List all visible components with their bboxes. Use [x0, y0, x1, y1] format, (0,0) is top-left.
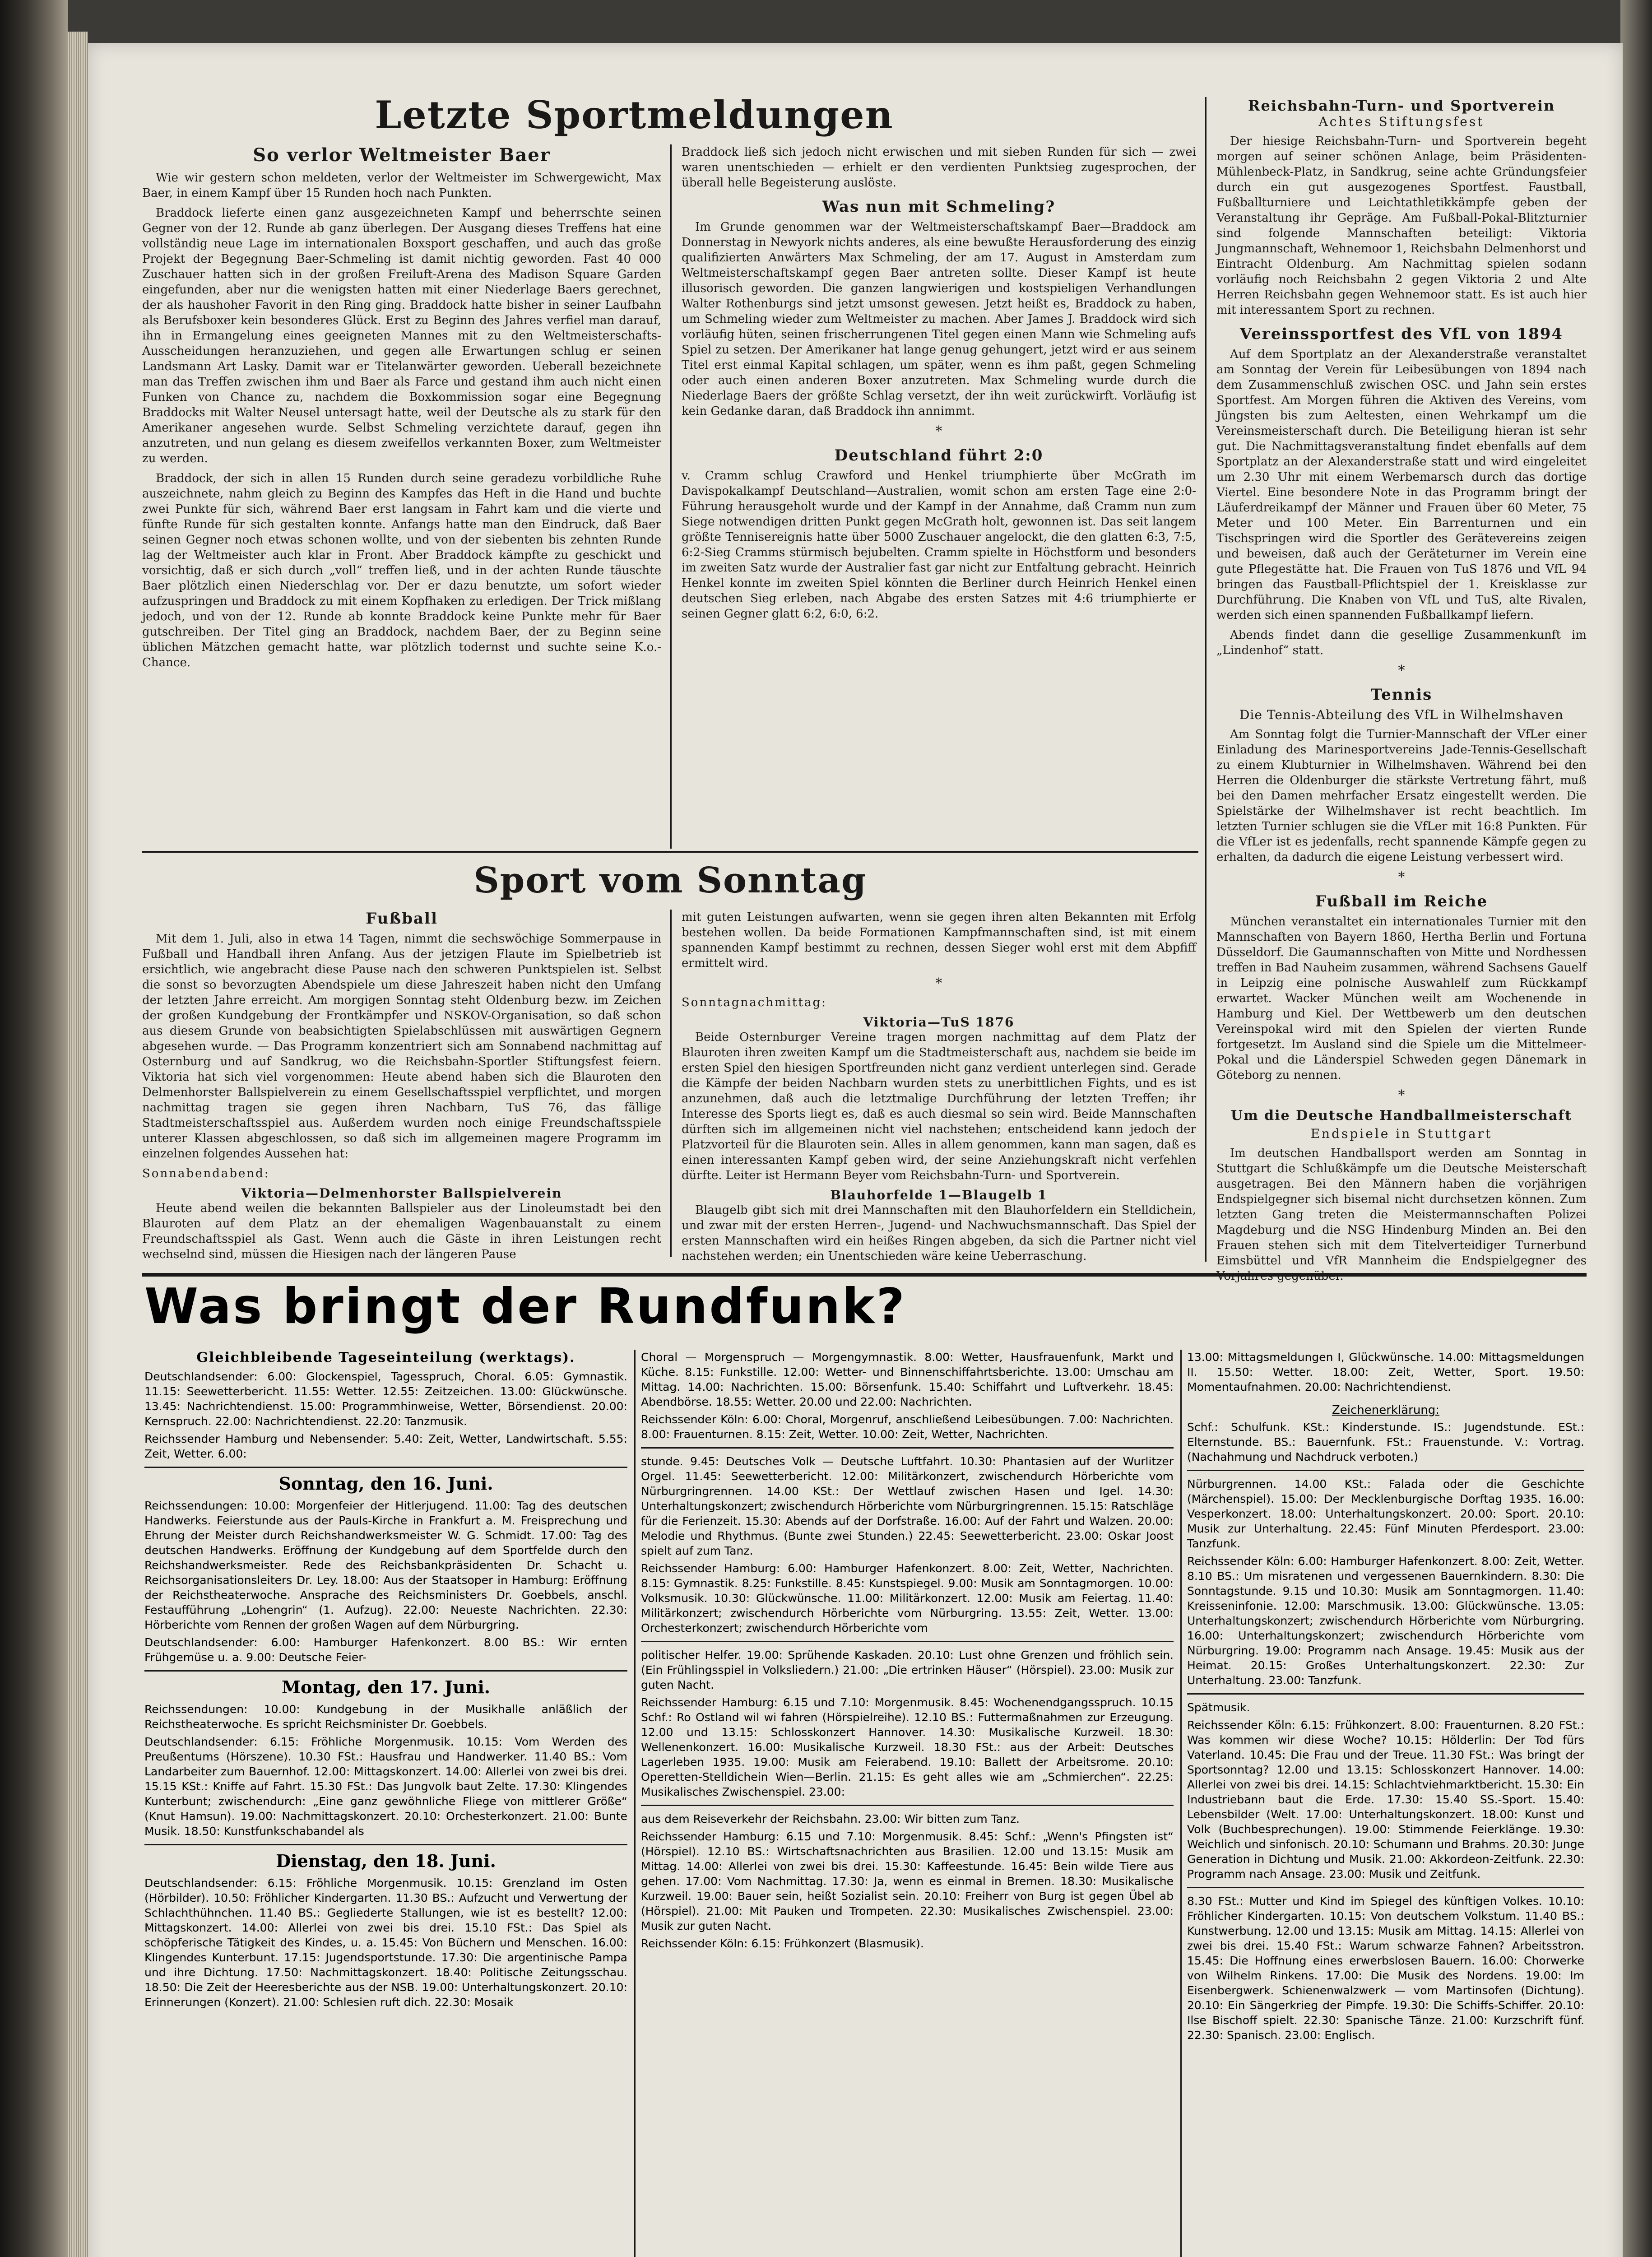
day-heading-tuesday: Dienstag, den 18. Juni.: [276, 1851, 496, 1871]
day-divider: [1187, 1470, 1584, 1471]
paragraph: Mit dem 1. Juli, also in etwa 14 Tagen, nimmt die sechswöchige Sommerpause in Fußball und Handball ihren Anfang. Aus der jetzigen Flaute im Spielbetrieb ist ersichtlich, wie angebracht diese Pause nach den schweren Punktspielen ist. Selbst die sonst so bevorzugten Abendspiele um diese Jahreszeit haben nicht den Umfang der letzten Jahre erreicht. Am morgigen Sonntag steht Oldenburg bezw. im Zeichen der großen Kundgebung der Frontkämpfer und NSKOV-Organisation, so daß schon aus diesem Grunde von beabsichtigten Spielabschlüssen mit auswärtigen Gegnern abgesehen wurde. — Das Programm konzentriert sich am Sonnabend nachmittag auf Osternburg und auf Sandkrug, wo die Reichsbahn-Sportler Stiftungsfest feiern. Viktoria hat sich viel vorgenommen: Heute abend haben sich die Blauroten den Delmenhorster Ballspielverein zu einem Gesellschaftsspiel verpflichtet, und morgen nachmittag tragen sie gegen ihren Nachbarn, TuS 76, das fällige Stadtmeisterschaftsspiel aus. Außerdem wurden noch einige Freundschaftsspiele unterer Klassen abgeschlossen, so daß sich im allgemeinen magere Programm im einzelnen folgendes Aussehen hat:: [142, 932, 661, 1161]
day-heading-monday: Montag, den 17. Juni.: [281, 1677, 491, 1697]
paragraph: Auf dem Sportplatz an der Alexanderstraße veranstaltet am Sonntag der Verein für Leibesübungen von 1894 nach dem Zusammenschluß zwischen OSC. und Jahn sein erstes Sportfest. Am Morgen führen die Aktiven des Vereins, vom Jüngsten bis zum Aeltesten, einen Wehrkampf um die Vereinsmeisterschaft durch. Die Beteiligung hieran ist sehr gut. Die Nachmittagsveranstaltung findet ebenfalls auf dem Sportplatz an der Alexanderstraße statt und wird eingeleitet um 2.30 Uhr mit einem Werbemarsch durch das dortige Viertel. Eine besondere Note in das Programm bringt der Läuferdreikampf der Männer und Frauen über 60 Meter, 75 Meter und 100 Meter. Ein Barrenturnen und ein Tischspringen wird die Sportler des Gerätevereins zeigen und beweisen, daß auch der Geräteturner im Verein eine gute Pflegestätte hat. Die Frauen von TuS 1876 und VfL 94 bringen das Faustball-Pflichtspiel der 1. Kreisklasse zur Durchführung. Die Knaben von VfL und TuS, alte Rivalen, werden sich einen spannenden Fußballkampf liefern.: [1216, 348, 1587, 622]
radio-paragraph: Deutschlandsender: 6.00: Glockenspiel, Tagesspruch, Choral. 6.05: Gymnastik. 11.15: Seewetterbericht. 11.55: Wetter. 12.55: Zeitzeichen. 13.00: Glückwünsche. 13.45: Nachrichtendienst. 15.00: Programmhinweise, Wetter, Börsendienst. 20.00: Kernspruch. 22.00: Nachrichtendienst. 22.20: Tanzmusik.: [144, 1370, 627, 1428]
headline-davis-cup: Deutschland führt 2:0: [834, 446, 1044, 464]
radio-paragraph: Deutschlandsender: 6.15: Fröhliche Morgenmusik. 10.15: Vom Werden des Preußentums (Hörszene). 10.30 FSt.: Hausfrau und Handwerker. 11.40 BS.: Vom Landarbeiter zum Bauernhof. 12.00: Mittagskonzert. 14.00: Allerlei von zwei bis drei. 15.15 KSt.: Kniffe auf Fahrt. 15.30 FSt.: Das Jungvolk baut Zelte. 17.30: Klingendes Kunterbunt; zwischendurch: „Eine ganz gewöhnliche Fliege von mittlerer Größe“ (Knut Hamsun). 19.00: Nachmittagskonzert. 20.10: Orchesterkonzert. 21.00: Bunte Musik. 18.50: Kunstfunkschabandel als: [144, 1735, 627, 1838]
paragraph: Im Grunde genommen war der Weltmeisterschaftskampf Baer—Braddock am Donnerstag in Newyork nichts anderes, als eine bewußte Herausforderung des einzig qualifizierten Anwärters Max Schmeling, der am 17. August in Amsterdam zum Weltmeisterschaftskampf gegen Baer antreten sollte. Dieser Kampf ist heute illusorisch geworden. Die ganzen langwierigen und kostspieligen Verhandlungen Walter Rothenburgs sind jetzt umsonst gewesen. Jetzt heißt es, Braddock zu haben, um Schmeling wieder zum Weltmeister zu machen. Aber James J. Braddock wird sich vorläufig hüten, seinen frischerrungenen Titel gegen einen Mann wie Schmeling aufs Spiel zu setzen. Der Amerikaner hat lange genug gehungert, jetzt wird er aus seinem Titel erst einmal Kapital schlagen, um später, wenn es ihm paßt, gegen Schmeling oder auch einen anderen Boxer anzutreten. Max Schmeling wurde durch die Niederlage Baers der größte Schlag versetzt, der ihn weit zurückwirft. Vorläufig ist kein Gedanke daran, daß Braddock ihn annimmt.: [682, 220, 1196, 418]
radio-paragraph: Deutschlandsender: 6.15: Fröhliche Morgenmusik. 10.15: Grenzland im Osten (Hörbilder). 10.50: Fröhlicher Kindergarten. 11.30 BS.: Aufzucht und Verwertung der Schlachthühnchen. 11.40 BS.: Gegliederte Stallungen, wie ist es bestellt? 12.00: Mittagskonzert. 14.00: Allerlei von zwei bis drei. 15.10 FSt.: Das Spiel als schöpferische Tätigkeit des Kindes, u. a. 15.45: Von Büchern und Menschen. 16.00: Klingendes Kunterbunt. 17.15: Jugendsportstunde. 17.30: Die argentinische Pampa und ihre Dichtung. 17.50: Nachmittagskonzert. 18.40: Politische Zeitungsschau. 18.50: Die Zeit der Heeresberichte aus der NSB. 19.00: Unterhaltungskonzert. 20.10: Erinnerungen (Konzert). 21.00: Schlesien ruft dich. 22.30: Mosaik: [144, 1876, 627, 2009]
radio-column-2: [641, 1350, 1174, 2257]
paragraph: Im deutschen Handballsport werden am Sonntag in Stuttgart die Schlußkämpfe um die Deutsche Meisterschaft ausgetragen. Bei den Männern haben die vorjährigen Endspielgegner sich bisemal nicht durchsetzen können. Zum letzten Gang treten die Meistermannschaften Polizei Magdeburg und die NSG Hindenburg Minden an. Bei den Frauen stehen sich mit dem Titelverteidiger Turnerbund Eimsbüttel und VfR Mannheim die Endspielgegner des: [1216, 1147, 1587, 1268]
radio-paragraph: Deutschlandsender: 6.00: Hamburger Hafenkonzert. 8.00 BS.: Wir ernten Frühgemüse u. a. 9.00: Deutsche Feier-: [144, 1636, 627, 1664]
section-rule: [142, 1273, 1587, 1277]
section-title-sunday: Sport vom Sonntag: [473, 860, 867, 901]
paragraph: Abends findet dann die gesellige Zusammenkunft im „Lindenhof“ statt.: [1216, 628, 1587, 657]
headline-handball: Um die Deutsche Handballmeisterschaft: [1230, 1108, 1573, 1124]
separator-star: *: [1398, 1087, 1405, 1103]
radio-paragraph: aus dem Reiseverkehr der Reichsbahn. 23.00: Wir bitten zum Tanz.: [641, 1812, 1020, 1825]
separator-star: *: [1398, 663, 1405, 678]
right-page-edge: [1620, 0, 1652, 2257]
book-binding-shadow: [0, 0, 68, 2257]
day-divider: [641, 1447, 1174, 1449]
column-divider: [1205, 97, 1207, 1262]
radio-paragraph: Reichssender Hamburg: 6.15 und 7.10: Morgenmusik. 8.45: Wochenendgangsspruch. 10.15 Schf.: Ro Ostland wil wi fahren (Hörspielreihe). 12.10 BS.: Futtermaßnahmen zur Erzeugung. 12.00 und 13.15: Schlosskonzert Hannover. 14.30: Musikalische Kurzweil. 18.30: Wellenenkonzert. 16.00: Musikalische Kurzweil. 18.30 FSt.: aus der Arbeit: Deutsches Lagerleben 1935. 19.00: Musik am Feierabend. 19.10: Ballett der Arbeitsrome. 20.10: Operetten-Stelldichein Wien—Berlin. 21.15: Es geht alles wie am „Schmierchen“. 22.25: Musikalisches Zwischenspiel. 23.00:: [641, 1696, 1174, 1798]
radio-column-3: [1187, 1350, 1584, 2257]
column-divider: [670, 144, 672, 849]
paragraph: Braddock lieferte einen ganz ausgezeichneten Kampf und beherrschte seinen Gegner von der 12. Runde ab ganz überlegen. Der Ausgang dieses Treffens hat eine vollständig neue Lage im internationalen Boxsport geschaffen, und auch das große Projekt der Begegnung Baer-Schmeling ist damit nichtig geworden. Fast 40 000 Zuschauer hatten sich in der großen Freiluft-Arena des Madison Square Garden eingefunden, aber nur die wenigsten hatten mit einer Niederlage Baers gerechnet, der als haushoher Favorit in den Ring ging. Braddock hatte bisher in seiner Laufbahn als Berufsboxer kein besonderes Glück. Erst zu Beginn des Jahres verfiel man darauf, ihn in Ermangelung eines geeigneten Mannes mit zu den Weltmeisterschafts-Ausscheidungen heranzuziehen, und gegen alle Erwartungen schlug er seinen Landsmann Art Lasky. Damit war er Titelanwärter geworden. Ueberall bezeichnete man das Treffen zwischen ihm und Baer als Farce und gestand ihm auch nicht einen Funken von Chance zu, nachdem die Boxkommission sogar eine Begegnung Braddocks mit Walter Neusel untersagt hatte, weil der Deutsche als zu stark für den Amerikaner angesehen wurde. Selbst Schmeling verzichtete darauf, gegen ihn anzutreten, und nun gelang es diesem zweifellos verkannten Boxer, zum Weltmeister zu werden.: [142, 206, 661, 465]
radio-paragraph: politischer Helfer. 19.00: Sprühende Kaskaden. 20.10: Lust ohne Grenzen und fröhlich sein. (Ein Frühlingsspiel in Volksliedern.) 21.00: „Die ertrinken Häuser“ (Hörspiel). 23.00: Musik zur guten Nacht.: [641, 1649, 1174, 1691]
paragraph: Braddock, der sich in allen 15 Runden durch seine geradezu vorbildliche Ruhe auszeichnete, nahm gleich zu Beginn des Kampfes das Heft in die Hand und buchte zwei Punkte für sich, während Baer erst langsam in Fahrt kam und die vierte und fünfte Runde für sich gestalten konnte. Anfangs hatte man den Eindruck, daß Baer seinen Gegner noch etwas schonen wollte, und von der siebenten bis zehnten Runde lag der Weltmeister auch klar in Front. Aber Braddock kämpfte zu geschickt und vorsichtig, daß er sich durch „voll“ treffen ließ, und in der achten Runde täuschte Baer plötzlich einen Niederschlag vor. Der er dazu benutzte, um sofort wieder aufzuspringen und Braddock zu mit einem Kopfhaken zu erledigen. Der Trick mißlang jedoch, und von der 12. Runde ab konnte Braddock keine Punkte mehr für Baer gutschreiben. Der Titel ging an Braddock, nachdem Baer, der zu Beginn seine üblichen Mätzchen gemacht hatte, war plötzlich todernst und suchte seine K.o.-Chance.: [142, 472, 661, 669]
paragraph: München veranstaltet ein internationales Turnier mit den Mannschaften von Bayern 1860, Hertha Berlin und Fortuna Düsseldorf. Die Gaumannschaften von Mitte und Nordhessen treffen in Bad Nauheim zusammen, während Sachsens Gauelf in Leipzig eine polnische Auswahlelf zum Rückkampf erwartet. Wacker München weilt am Wochenende in Hamburg und Kiel. Der Wettbewerb um den deutschen Vereinspokal wird mit den Spielen der vierten Runde fortgesetzt. Im Ausland sind die Spiele um die Mittelmeer-Pokal und die Länderspiel Schweden gegen Dänemark in Göteborg zu nennen.: [1216, 915, 1587, 1082]
separator-star: *: [1398, 869, 1405, 885]
column-sunday-right: [682, 910, 1196, 1271]
paragraph: Braddock ließ sich jedoch nicht erwischen und mit sieben Runden für sich — zwei waren unentschieden — erhielt er den verdienten Punktsieg zugesprochen, der überall helle Begeisterung auslöste.: [682, 145, 1196, 190]
day-divider: [641, 1805, 1174, 1806]
radio-paragraph: Reichssender Hamburg und Nebensender: 5.40: Zeit, Wetter, Landwirtschaft. 5.55: Zeit, Wetter. 6.00:: [144, 1432, 627, 1460]
column-divider: [670, 910, 672, 1257]
separator-star: *: [935, 423, 942, 439]
radio-paragraph: Nürburgrennen. 14.00 KSt.: Falada oder die Geschichte (Märchenspiel). 15.00: Der Mecklenburgische Dorftag 1935. 16.00: Vesperkonzert. 18.00: Unterhaltungskonzert. 20.00: Sport. 20.10: Musik zur Unterhaltung. 22.45: Fünf Minuten Pferdesport. 23.00: Tanzfunk.: [1187, 1477, 1584, 1550]
page-stack-edge: [68, 32, 88, 2257]
subheadline: Achtes Stiftungsfest: [1318, 114, 1485, 129]
match-title: Blauhorfelde 1—Blaugelb 1: [830, 1188, 1048, 1203]
column-sunday-left: [142, 910, 661, 1271]
headline-schmeling: Was nun mit Schmeling?: [822, 198, 1056, 216]
subheadline: Die Tennis-Abteilung des VfL in Wilhelmshaven: [1239, 707, 1564, 722]
paragraph: Am Sonntag folgt die Turnier-Mannschaft der VfLer einer Einladung des Marinesportvereins Jade-Tennis-Gesellschaft zu einem Klubturnier in Wilhelmshaven. Während bei den Herren die Oldenburger die stärkste Vertretung fährt, muß bei den Damen mehrfacher Ersatz eingestellt werden. Die Spielstärke der Wilhelmshaver ist recht beachtlich. Im letzten Turnier schlugen sie die VfLer mit 16:8 Punkten. Für die VfLer ist es jedenfalls, recht spannende Kämpfe gegen zu erhalten, da dadurch die eigene Leistung verbessert wird.: [1216, 728, 1587, 864]
column-latest-left: [142, 144, 661, 876]
radio-paragraph: Reichssender Hamburg: 6.00: Hamburger Hafenkonzert. 8.00: Zeit, Wetter, Nachrichten. 8.15: Gymnastik. 8.25: Funkstille. 8.45: Kunstspiegel. 9.00: Musik am Sonntagmorgen. 10.00: Volksmusik. 10.30: Glückwünsche. 11.00: Militärkonzert. 12.00: Musik am Feiertag. 11.40: Militärkonzert; zwischendurch Hörberichte vom Nürburgring. 13.55: Zeit, Wetter. 13.00: Orchesterkonzert; zwischendurch Hörberichte vom: [641, 1562, 1174, 1635]
radio-paragraph: 8.30 FSt.: Mutter und Kind im Spiegel des künftigen Volkes. 10.10: Fröhlicher Kindergarten. 10.15: Von deutschem Volkstum. 11.40 BS.: Kunstwerbung. 12.00 und 13.15: Musik am Mittag. 14.15: Allerlei von zwei bis drei. 15.40 FSt.: Warum schwarze Fahnen? Arbeitsstron. 15.45: Die Hoffnung eines erwerbslosen Bauern. 16.00: Chorwerke von Wilhelm Rinkens. 17.00: Die Musik des Nordens. 19.00: Im Eisenbergwerk. Schienenwalzwerk — vom Martinsofen (Dichtung). 20.10: Ein Sängerkrieg der Pimpfe. 19.30: Die Schiffs-Schiffer. 20.10: Ilse Bischoff spielt. 22.30: Spanische Tänze. 21.00: Kurzschrift fünf. 22.30: Spanisch. 23.00: Englisch.: [1187, 1895, 1584, 2042]
paragraph: Blaugelb gibt sich mit drei Mannschaften mit den Blauhorfeldern ein Stelldichein, und zwar mit der ersten Herren-, Jugend- und Nachwuchsmannschaft. Das Spiel der ersten Mannschaften wird ein heißes Ringen abgeben, da sich die Partner nicht viel nachstehen werden; ein Unentschieden wäre keine Ueberraschung.: [682, 1203, 1196, 1263]
radio-paragraph: Reichssender Köln: 6.15: Frühkonzert (Blasmusik).: [641, 1937, 924, 1950]
radio-paragraph: Reichssendungen: 10.00: Morgenfeier der Hitlerjugend. 11.00: Tag des deutschen Handwerks. Feierstunde aus der Pauls-Kirche in Frankfurt a. M. Freisprechung und Ehrung der Meister durch Reichshandwerksmeister W. G. Schmidt. 17.00: Tag des deutschen Handwerks. Eröffnung der Kundgebung auf dem Sportfelde durch den Reichshandwerksmeister. Rede des Reichsbankpräsidenten Dr. Schacht u. Reichsorganisationsleiters Dr. Ley. 18.00: Aus der Staatsoper in Hamburg: Eröffnung der Reichstheaterwoche. Ansprache des Reichsministers Dr. Goebbels, anschl. Festaufführung „Lohengrin“ (1. Aufzug). 22.00: Neueste Nachrichten. 22.30: Hörberichte vom Rennen der großen Wagen auf dem Nürburgring.: [144, 1499, 627, 1631]
section-title-latest: Letzte Sportmeldungen: [375, 93, 894, 137]
label: Sonntagnachmittag:: [682, 996, 827, 1009]
headline-reichsbahn: Reichsbahn-Turn- und Sportverein: [1248, 97, 1555, 114]
day-divider: [144, 1467, 627, 1468]
paragraph: Beide Osternburger Vereine tragen morgen nachmittag auf dem Platz der Blauroten ihren zweiten Kampf um die Stadtmeisterschaft aus, nachdem sie beide im ersten Spiel den hiesigen Sportfreunden nicht ganz verdient unterlegen sind. Gerade die Kämpfe der beiden Nachbarn wurden stets zu unerbittlichen Fights, und es ist anzunehmen, daß auch die letztmalige Durchführung der letzten Treffen; ihr Interesse des Sports liegt es, daß es auch diesmal so sein wird. Beide Mannschaften dürften sich im allgemeinen nicht viel nachstehen; entscheidend kann jedoch der Platzvorteil für die Blauroten sein. Alles in allem genommen, kann man sagen, daß es einen interessanten Kampf geben wird, der seine Anziehungskraft nicht verfehlen dürfte. Leiter ist Hermann Beyer vom Reichsbahn-Turn- und Sportverein.: [682, 1031, 1196, 1182]
column-divider: [634, 1350, 636, 2257]
headline-daily: Gleichbleibende Tageseinteilung (werktags).: [196, 1350, 575, 1365]
day-divider: [144, 1670, 627, 1672]
day-divider: [641, 1641, 1174, 1642]
legend-text: Schf.: Schulfunk. KSt.: Kinderstunde. IS.: Jugendstunde. ESt.: Elternstunde. BS.: Bauernfunk. FSt.: Frauenstunde. V.: Vortrag. (Nachahmung und Nachdruck verboten.): [1187, 1421, 1584, 1463]
paragraph: Heute abend weilen die bekannten Ballspieler aus der Linoleumstadt bei den Blauroten auf dem Platz an der ehemaligen Wagenbauanstalt zu einem Freundschaftsspiel als Gast. Wenn auch die Gäste in ihren Leistungen recht wechselnd sind, müssen die Hiesigen nach der längeren Pause: [142, 1202, 661, 1261]
section-title-radio: Was bringt der Rundfunk?: [144, 1278, 906, 1335]
radio-paragraph: Reichssender Köln: 6.00: Choral, Morgenruf, anschließend Leibesübungen. 7.00: Nachrichten. 8.00: Frauenturnen. 8.15: Zeit, Wetter. 10.00: Zeit, Wetter, Nachrichten.: [641, 1413, 1174, 1441]
radio-paragraph: Spätmusik.: [1187, 1701, 1250, 1714]
headline-tennis: Tennis: [1370, 686, 1433, 704]
radio-paragraph: Choral — Morgenspruch — Morgengymnastik. 8.00: Wetter, Hausfrauenfunk, Markt und Küche. 8.15: Funkstille. 12.00: Wetter- und Binnenschiffahrtsberichte. 13.00: Umschau am Mittag. 14.00: Nachrichten. 15.00: Börsenfunk. 15.40: Schiffahrt und Luftverkehr. 18.45: Abendbörse. 18.55: Wetter. 20.00 und 22.00: Nachrichten.: [641, 1351, 1174, 1408]
paragraph: Der hiesige Reichsbahn-Turn- und Sportverein begeht morgen auf seiner schönen Anlage, beim Präsidenten-Mühlenbeck-Platz, in Sandkrug, seine achte Gründungsfeier durch ein gut ausgezogenes Sportfest. Faustball, Fußballturniere und Leichtathletikkämpfe geben der Veranstaltung ihr Gepräge. Am Fußball-Pokal-Blitzturnier sind folgende Mannschaften beteiligt: Viktoria Jungmannschaft, Wehnemoor 1, Reichsbahn Delmenhorst und Eintracht Oldenburg. Am Nachmittag spielen sodann vorläufig noch Reichsbahn 2 gegen Viktoria 2 und Alte Herren Reichsbahn gegen Wehnemoor statt. Es ist auch hier mit interessantem Sport zu rechnen.: [1216, 135, 1587, 317]
paragraph: Wie wir gestern schon meldeten, verlor der Weltmeister im Schwergewicht, Max Baer, in einem Kampf über 15 Runden hoch nach Punkten.: [142, 171, 661, 200]
label: Sonnabendabend:: [142, 1167, 270, 1180]
match-title: Viktoria—TuS 1876: [863, 1015, 1015, 1030]
paragraph: mit guten Leistungen aufwarten, wenn sie gegen ihren alten Bekannten mit Erfolg bestehen wollen. Da beide Formationen Kampfmannschaften sind, ist mit einem spannenden Kampf bestimmt zu rechnen, dessen Sieger wohl erst mit dem Abpfiff ermittelt wird.: [682, 910, 1196, 970]
radio-paragraph: Reichssender Köln: 6.00: Hamburger Hafenkonzert. 8.00: Zeit, Wetter. 8.10 BS.: Um misratenen und vergessenen Bauernkindern. 8.30: Die Sonntagstunde. 9.15 und 10.30: Musik am Sonntagmorgen. 11.40: Kreisseninfonie. 12.00: Marschmusik. 13.00: Glückwünsche. 13.05: Unterhaltungskonzert; zwischendurch Hörberichte vom Nürburgring. 16.00: Unterhaltungskonzert; zwischendurch Hörberichte vom Nürburgring. 19.00: Programm nach Ansage. 19.45: Musik aus der Heimat. 20.15: Großes Unterhaltungskonzert. 22.30: Zur Unterhaltung. 23.00: Tanzfunk.: [1187, 1555, 1584, 1687]
day-divider: [144, 1844, 627, 1845]
radio-paragraph: Reichssender Hamburg: 6.15 und 7.10: Morgenmusik. 8.45: Schf.: „Wenn's Pfingsten ist“ (Hörspiel). 12.10 BS.: Wirtschaftsnachrichten aus Brasilien. 12.00 und 13.15: Musik am Mittag. 14.00: Allerlei von zwei bis drei. 15.30: Kaffeestunde. 16.45: Bein wilde Tiere aus gehen. 17.00: Vom Nachmittag. 17.30: Ja, wenn es einmal in Bremen. 18.30: Musikalische Kurzweil. 19.00: Bauer sein, heißt Sozialist sein. 20.10: Freiherr von Burg ist gegen Übel ab (Hörspiel). 21.00: Mit Pauken und Trompeten. 22.30: Musikalisches Zwischenspiel. 23.00: Musik zur guten Nacht.: [641, 1830, 1174, 1932]
radio-paragraph: stunde. 9.45: Deutsches Volk — Deutsche Luftfahrt. 10.30: Phantasien auf der Wurlitzer Orgel. 11.45: Seewetterbericht. 12.00: Militärkonzert, zwischendurch Hörberichte vom Nürburgringrennen. 14.00 KSt.: Der Wettlauf zwischen Hasen und Igel. 14.30: Unterhaltungskonzert; zwischendurch Hörberichte vom Nürburgringrennen. 15.15: Ratschläge für die Ferienzeit. 15.30: Abends auf der Dorfstraße. 16.00: Auf der Fahrt und Walzen. 20.00: Melodie und Rhythmus. (Bunte zwei Stunden.) 22.45: Seewetterbericht. 23.00: Oskar Joost spielt auf zum Tanz.: [641, 1455, 1174, 1557]
column-divider: [1180, 1350, 1182, 2257]
headline-fussball: Fußball: [366, 910, 438, 928]
day-heading-sunday: Sonntag, den 16. Juni.: [278, 1473, 493, 1494]
section-rule: [142, 851, 1198, 853]
column-latest-middle: [682, 144, 1196, 853]
headline-fussball-reich: Fußball im Reiche: [1315, 892, 1488, 910]
match-title: Viktoria—Delmenhorster Ballspielverein: [241, 1186, 562, 1201]
radio-paragraph: Reichssender Köln: 6.15: Frühkonzert. 8.00: Frauenturnen. 8.20 FSt.: Was kommen wir diese Woche? 10.15: Hölderlin: Der Tod fürs Vaterland. 10.45: Die Frau und der Treue. 11.30 FSt.: Was bringt der Sportsonntag? 12.00 und 13.15: Schlosskonzert Hannover. 14.00: Allerlei von zwei bis drei. 14.15: Schlachtviehmarktbericht. 15.30: Ein Industriebann baut die Erde. 17.30: 15.40 SS.-Sport. 15.40: Lebensbilder (Welt. 17.00: Unterhaltungskonzert. 18.00: Kunst und Volk (Buchbesprechungen). 19.00: Stimmende Feierklänge. 19.30: Weichlich und sinfonisch. 20.10: Schumann und Brahms. 20.30: Junge Generation in Dichtung und Musik. 21.00: Akkordeon-Zeitfunk. 22.30: Programm nach Ansage. 23.00: Musik und Zeitfunk.: [1187, 1718, 1584, 1881]
radio-paragraph: 13.00: Mittagsmeldungen I, Glückwünsche. 14.00: Mittagsmeldungen II. 15.50: Wetter. 18.00: Zeit, Wetter, Sport. 19.50: Momentaufnahmen. 20.00: Nachrichtendienst.: [1187, 1351, 1584, 1393]
headline-vfl: Vereinssportfest des VfL von 1894: [1239, 325, 1564, 343]
subheadline: Endspiele in Stuttgart: [1310, 1126, 1493, 1141]
legend-title: Zeichenerklärung:: [1332, 1403, 1440, 1417]
column-right: [1216, 97, 1587, 1271]
separator-star: *: [935, 975, 942, 991]
paragraph: v. Cramm schlug Crawford und Henkel triumphierte über McGrath im Davispokalkampf Deutschland—Australien, womit schon am ersten Tage eine 2:0-Führung herausgeholt wurde und der Kampf in der Annahme, daß Cramm nun zum Siege notwendigen dritten Punkt gegen McGrath holt, gewonnen ist. Das seit langem größte Tennisereignis hatte über 5000 Zuschauer angelockt, die den glatten 6:3, 7:5, 6:2-Sieg Cramms stürmisch bejubelten. Cramm spielte in Höchstform und besonders im zweiten Satz wurde der Australier fast gar nicht zur Entfaltung gebracht. Heinrich Henkel konnte im zweiten Spiel könnten die Berliner durch Heinrich Henkel einen deutschen Sieg erleben, nach Abgabe des ersten Satzes mit 4:6 triumphierte er seinen Gegner glatt 6:2, 6:0, 6:2.: [682, 469, 1196, 621]
day-divider: [1187, 1693, 1584, 1695]
day-divider: [1187, 1887, 1584, 1888]
radio-paragraph: Reichssendungen: 10.00: Kundgebung in der Musikhalle anläßlich der Reichstheaterwoche. Es spricht Reichsminister Dr. Goebbels.: [144, 1703, 627, 1731]
headline-baer: So verlor Weltmeister Baer: [253, 144, 551, 166]
radio-column-1: [144, 1350, 627, 2257]
